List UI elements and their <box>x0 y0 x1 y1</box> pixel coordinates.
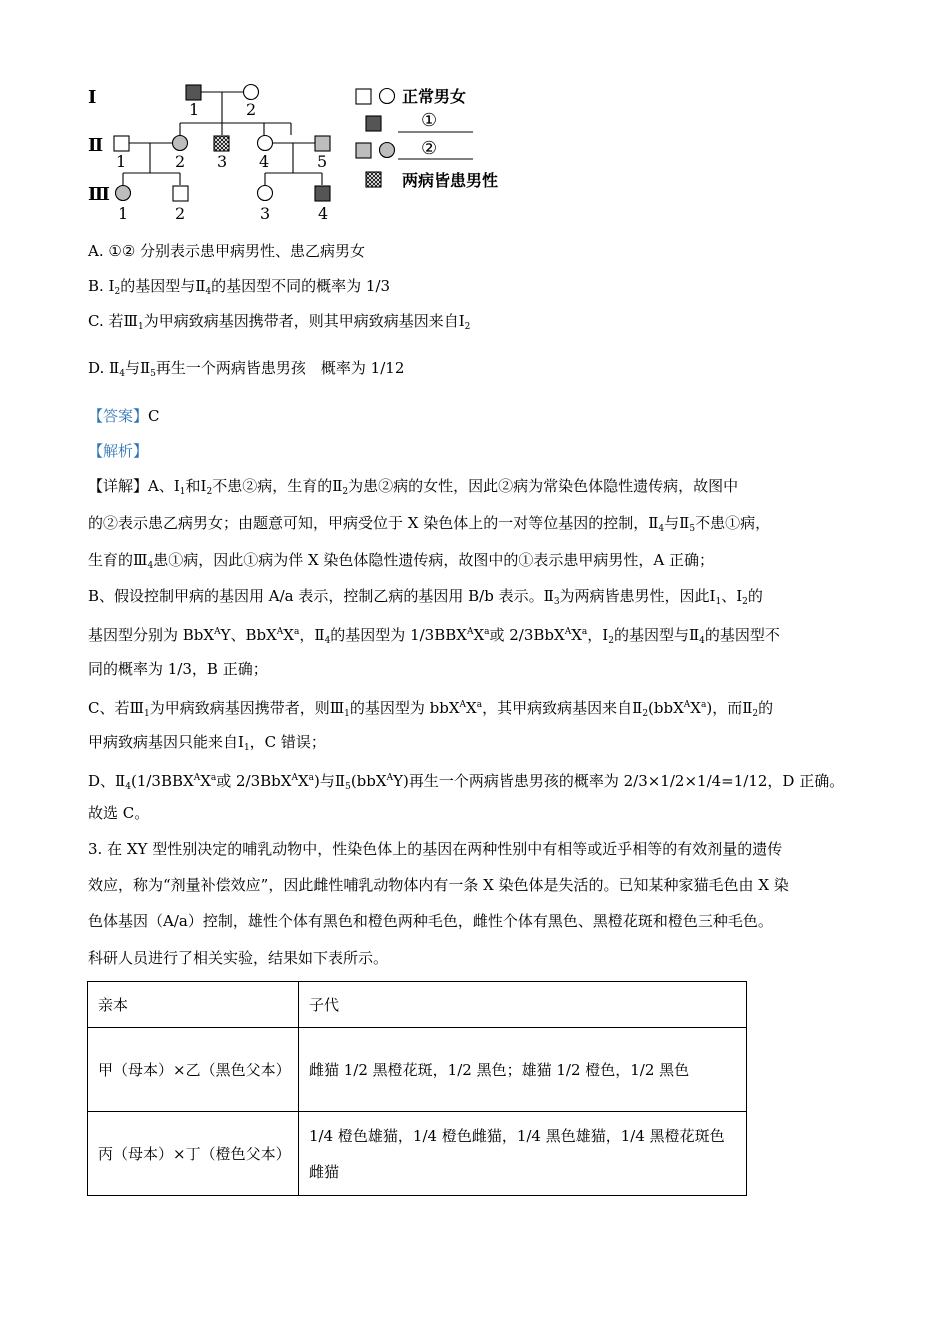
legend-normal-male <box>356 89 371 104</box>
legend-both-male <box>366 172 381 187</box>
answer-line <box>88 406 160 426</box>
gen3-num-2: 2 <box>175 204 186 223</box>
q3-line-2: 效应，称为“剂量补偿效应”，因此雌性哺乳动物体内有一条 X 染色体是失活的。已知某种家猫毛色由 X 染 <box>88 876 789 894</box>
answer-value: C <box>148 407 160 425</box>
gen2-num-5: 5 <box>317 152 328 171</box>
detail-line-9: D、$Ⅱ_4(1/3BBX^AX^a$或 $2/3BbX^AX^a$)与$Ⅱ_5(bbX^AY)$再生一个两病皆患男孩的概率为 2/3×1/2×1/4=1/12，D 正确。 <box>88 772 845 792</box>
table-header-offspring: 子代 <box>299 982 747 1028</box>
gen2-male-5-disease2 <box>315 136 330 151</box>
legend-normal-female <box>380 89 395 104</box>
detail-line-3: 生育的$Ⅲ_4$患①病，因此①病为伴 X 染色体隐性遗传病，故图中的①表示患甲病男性，A 正确； <box>88 551 715 571</box>
gen3-male-2-normal <box>173 186 188 201</box>
gen-label-1: Ⅰ <box>88 87 97 108</box>
detail-line-4: B、假设控制甲病的基因用 A/a 表示，控制乙病的基因用 B/b 表示。$Ⅱ_3$为两病皆患男性，因此$Ⅰ_1$、$Ⅰ_2$的 <box>88 587 763 607</box>
gen2-num-2: 2 <box>175 152 186 171</box>
detail-line-5: 基因型分别为 BbX$^A$Y、$BbX^AX^a$，$Ⅱ_4$的基因型为 $1/3BBX^AX^a$或 $2/3BbX^AX^a$，$Ⅰ_2$的基因型与$Ⅱ_4$的基因型不 <box>88 626 780 646</box>
gen1-female-2-normal <box>244 85 259 100</box>
option-a: A. ①② 分别表示患甲病男性、患乙病男女 <box>88 242 366 260</box>
legend-disease1-label: ① <box>421 110 438 131</box>
answer-tag: 【答案】 <box>88 407 149 425</box>
analysis-line <box>88 441 148 461</box>
table-header-parents: 亲本 <box>88 982 299 1028</box>
gen1-male-1-disease1 <box>186 85 201 100</box>
gen2-male-1-normal <box>114 136 129 151</box>
legend-both-label: 两病皆患男性 <box>402 171 499 190</box>
detail-line-2: 的②表示患乙病男女；由题意可知，甲病受位于 X 染色体上的一对等位基因的控制，$Ⅱ_4$与$Ⅱ_5$不患①病， <box>88 514 771 534</box>
detail-line-7: C、若$Ⅲ_1$为甲病致病基因携带者，则$Ⅲ_1$的基因型为 $bbX^AX^a$，其甲病致病基因来自$Ⅱ_2(bbX^AX^a)$，而$Ⅱ_2$的 <box>88 699 774 719</box>
table-cell: 甲（母本）×乙（黑色父本） <box>88 1028 299 1112</box>
gen-label-3: Ⅲ <box>88 184 110 205</box>
gen3-male-4-disease1 <box>315 186 330 201</box>
gen2-male-3-both <box>214 136 229 151</box>
gen3-num-3: 3 <box>260 204 271 223</box>
table-cell: 丙（母本）×丁（橙色父本） <box>88 1112 299 1196</box>
detail-line-10: 故选 C。 <box>88 804 150 822</box>
table-row <box>88 1028 747 1112</box>
table-header-row <box>88 982 747 1028</box>
legend <box>356 87 498 190</box>
detail-line-1: 【详解】A、$Ⅰ_1$和$Ⅰ_2$不患②病，生育的$Ⅱ_2$为患②病的女性，因此②病为常染色体隐性遗传病，故图中 <box>88 477 739 497</box>
gen3-female-1-disease2 <box>116 186 131 201</box>
gen-label-2: Ⅱ <box>88 135 104 156</box>
pedigree-chart <box>80 78 540 228</box>
legend-disease2-male <box>356 143 371 158</box>
gen2-female-4-normal <box>258 136 273 151</box>
legend-normal-label: 正常男女 <box>402 87 467 106</box>
results-table <box>87 981 747 1196</box>
option-c: C. 若$Ⅲ_1$为甲病致病基因携带者，则其甲病致病基因来自$Ⅰ_2$ <box>88 312 471 332</box>
detail-line-6: 同的概率为 1/3，B 正确； <box>88 660 268 678</box>
gen1-num-1: 1 <box>189 100 200 119</box>
table-cell: 雌猫 1/2 黑橙花斑，1/2 黑色；雄猫 1/2 橙色，1/2 黑色 <box>299 1028 747 1112</box>
gen3-female-3-normal <box>258 186 273 201</box>
q3-line-4: 科研人员进行了相关实验，结果如下表所示。 <box>88 949 389 967</box>
q3-line-3: 色体基因（A/a）控制，雄性个体有黑色和橙色两种毛色，雌性个体有黑色、黑橙花斑和橙色三种毛色。 <box>88 912 773 930</box>
analysis-tag: 【解析】 <box>88 442 149 460</box>
legend-disease1-male <box>366 116 381 131</box>
table-row <box>88 1112 747 1196</box>
gen1-num-2: 2 <box>246 100 257 119</box>
option-d: D. $Ⅱ_4$与$Ⅱ_5$再生一个两病皆患男孩 概率为 1/12 <box>88 359 405 379</box>
gen3-num-1: 1 <box>118 204 129 223</box>
detail-line-8: 甲病致病基因只能来自$Ⅰ_1$，C 错误； <box>88 733 326 753</box>
gen2-num-4: 4 <box>259 152 270 171</box>
q3-line-1: 3. 在 XY 型性别决定的哺乳动物中，性染色体上的基因在两种性别中有相等或近乎相等的有效剂量的遗传 <box>88 840 783 858</box>
gen2-num-1: 1 <box>116 152 127 171</box>
legend-disease2-label: ② <box>421 138 438 159</box>
legend-disease2-female <box>380 143 395 158</box>
option-b: B. $Ⅰ_2$的基因型与$Ⅱ_4$的基因型不同的概率为 1/3 <box>88 277 391 297</box>
table-cell: 1/4 橙色雄猫，1/4 橙色雌猫，1/4 黑色雄猫，1/4 黑橙花斑色雌猫 <box>299 1112 747 1196</box>
gen3-num-4: 4 <box>318 204 329 223</box>
gen2-female-2-disease2 <box>173 136 188 151</box>
gen2-num-3: 3 <box>217 152 228 171</box>
